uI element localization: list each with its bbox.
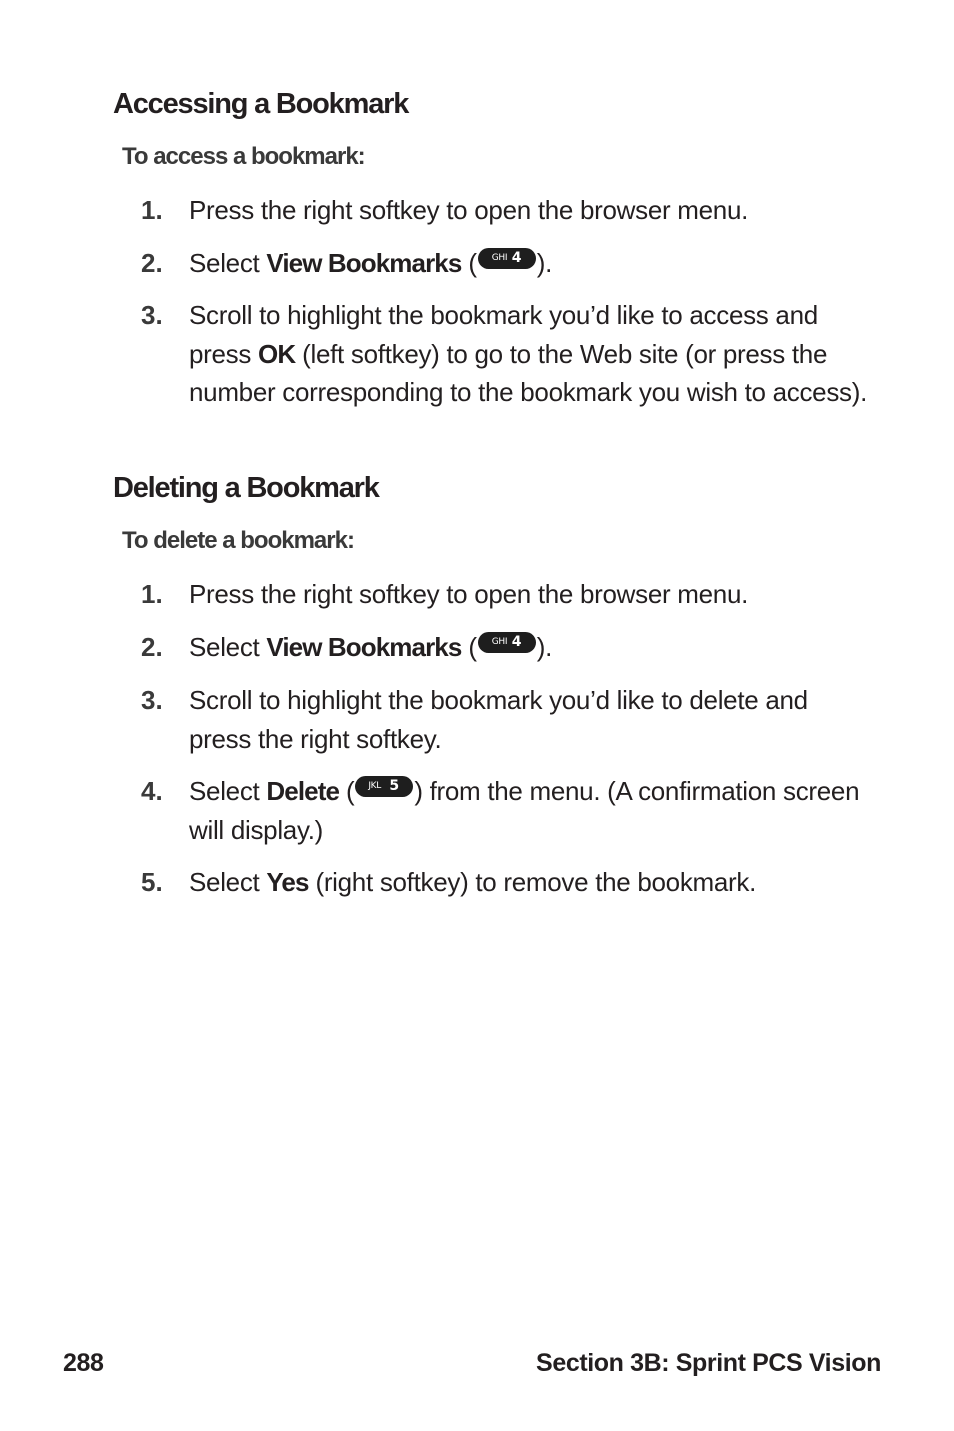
subheading-delete-instructions: To delete a bookmark: — [122, 527, 354, 554]
step-number: 3. — [141, 685, 163, 715]
step-text: Select View Bookmarks ( GHI 4 ). — [189, 248, 553, 278]
step-number: 2. — [141, 632, 163, 662]
step-text: Select View Bookmarks ( GHI 4 ). — [189, 632, 553, 662]
heading-accessing-bookmark: Accessing a Bookmark — [113, 88, 409, 120]
menu-option-view-bookmarks: View Bookmarks — [266, 248, 462, 278]
step-text: Scroll to highlight the bookmark you’d like to delete and press the right softkey. — [189, 685, 808, 754]
step-text: Select Delete ( JKL 5 ) from the menu. (A confirmation screen will display.) — [189, 776, 860, 845]
page-number: 288 — [63, 1349, 104, 1377]
step-text: Scroll to highlight the bookmark you’d like to access and press OK (left softkey) to go to the Web site (or press the number corresponding to the bookmark you wish to access). — [189, 300, 868, 407]
keypad-4-key-icon: GHI 4 — [478, 632, 536, 653]
heading-deleting-bookmark: Deleting a Bookmark — [113, 472, 379, 504]
softkey-yes-label: Yes — [266, 867, 309, 897]
section-title: Section 3B: Sprint PCS Vision — [536, 1349, 881, 1377]
keypad-5-key-icon: JKL 5 — [355, 776, 413, 797]
step-number: 1. — [141, 579, 163, 609]
step-text: Select Yes (right softkey) to remove the bookmark. — [189, 867, 757, 897]
step-number: 3. — [141, 300, 163, 330]
step-text: Press the right softkey to open the browser menu. — [189, 195, 749, 225]
keypad-4-key-icon: GHI 4 — [478, 248, 536, 269]
menu-option-delete: Delete — [266, 776, 340, 806]
step-number: 5. — [141, 867, 163, 897]
menu-option-view-bookmarks: View Bookmarks — [266, 632, 462, 662]
step-text: Press the right softkey to open the browser menu. — [189, 579, 749, 609]
step-number: 1. — [141, 195, 163, 225]
subheading-access-instructions: To access a bookmark: — [122, 143, 365, 170]
softkey-ok-label: OK — [258, 338, 296, 369]
step-number: 4. — [141, 776, 163, 806]
step-number: 2. — [141, 248, 163, 278]
